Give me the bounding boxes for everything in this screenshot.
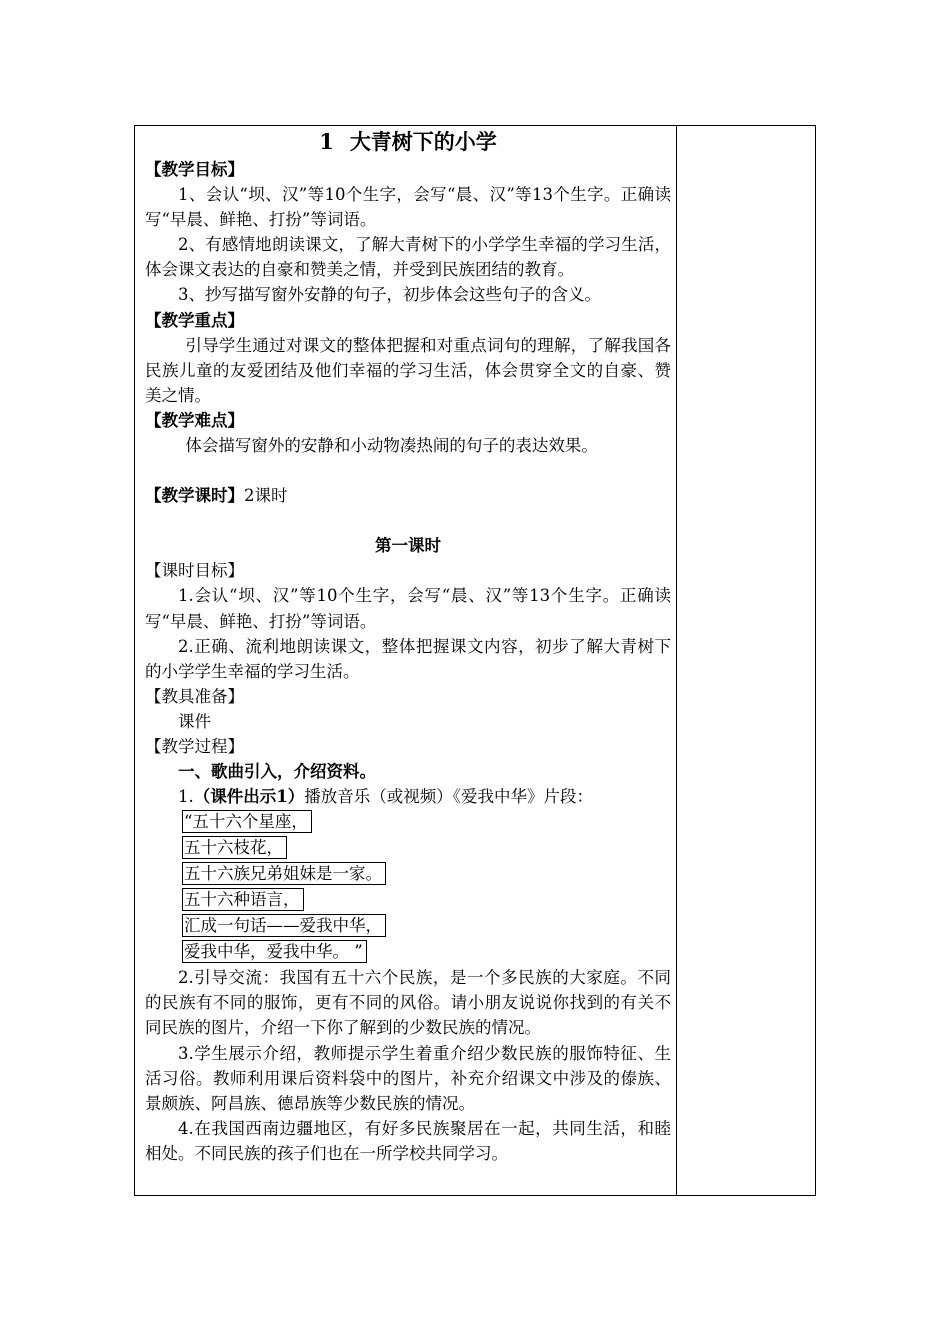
key-text: 引导学生通过对课文的整体把握和对重点词句的理解，了解我国各民族儿童的友爱团结及他们幸福的学习生活，体会贯穿全文的自豪、赞美之情。 <box>145 335 671 405</box>
goal-item: 1、会认“坝、汉”等10个生字，会写“晨、汉”等13个生字。正确读写“早晨、鲜艳、打扮”等词语。 <box>145 185 671 230</box>
song-line: 爱我中华，爱我中华。 ” <box>182 940 367 963</box>
period-goal-item: 1.会认“坝、汉”等10个生字，会写“晨、汉”等13个生字。正确读写“早晨、鲜艳、打扮”等词语。 <box>145 586 671 631</box>
song-line: 五十六族兄弟姐妹是一家。 <box>182 862 386 885</box>
process-item: 4.在我国西南边疆地区，有好多民族聚居在一起，共同生活，和睦相处。不同民族的孩子们也在一所学校共同学习。 <box>145 1118 671 1163</box>
goal-item: 2、有感情地朗读课文，了解大青树下的小学学生幸福的学习生活，体会课文表达的自豪和赞美之情，并受到民族团结的教育。 <box>145 235 671 280</box>
period-heading: 【教学课时】 <box>145 486 244 506</box>
lesson-content <box>145 128 671 1166</box>
lesson-title-text: 大青树下的小学 <box>349 129 497 154</box>
tools-text: 课件 <box>178 711 211 731</box>
difficulty-text: 体会描写窗外的安静和小动物凑热闹的句子的表达效果。 <box>185 436 598 456</box>
key-heading: 【教学重点】 <box>145 310 244 330</box>
song-lyrics <box>145 809 671 965</box>
lesson-title <box>145 128 671 156</box>
period-goal-item: 2.正确、流利地朗读课文，整体把握课文内容，初步了解大青树下的小学学生幸福的学习生活。 <box>145 636 671 681</box>
song-line: 汇成一句话——爱我中华， <box>182 914 386 937</box>
process-heading: 【教学过程】 <box>145 736 244 756</box>
song-line: 五十六种语言， <box>182 888 304 911</box>
lesson-number: 1 <box>319 129 334 154</box>
process-item: 3.学生展示介绍，教师提示学生着重介绍少数民族的服饰特征、生活习俗。教师利用课后资料袋中的图片，补充介绍课文中涉及的傣族、景颇族、阿昌族、德昂族等少数民族的情况。 <box>145 1043 671 1113</box>
column-divider <box>676 126 677 1195</box>
period-value: 2课时 <box>244 486 288 506</box>
first-period-title: 第一课时 <box>375 536 441 556</box>
period-goals-heading: 【课时目标】 <box>145 561 244 581</box>
difficulty-heading: 【教学难点】 <box>145 410 244 430</box>
period-line <box>145 483 671 508</box>
step1-heading: 一、歌曲引入，介绍资料。 <box>178 762 376 782</box>
process-item: 2.引导交流：我国有五十六个民族，是一个多民族的大家庭。不同的民族有不同的服饰，更有不同的风俗。请小朋友说说你找到的有关不同民族的图片，介绍一下你了解到的少数民族的情况。 <box>145 968 671 1038</box>
song-line: 五十六枝花， <box>182 836 287 859</box>
step1-item1-prefix: 1. <box>178 787 194 807</box>
goals-heading: 【教学目标】 <box>145 160 244 179</box>
courseware-label: （课件出示1） <box>193 787 305 807</box>
step1-item1 <box>145 784 671 809</box>
song-line: “五十六个星座， <box>182 810 312 833</box>
lesson-plan-table <box>134 125 816 1196</box>
goal-item: 3、抄写描写窗外安静的句子，初步体会这些句子的含义。 <box>178 285 601 305</box>
tools-heading: 【教具准备】 <box>145 686 244 706</box>
step1-item1-text: 播放音乐（或视频）《爱我中华》片段： <box>304 787 593 807</box>
